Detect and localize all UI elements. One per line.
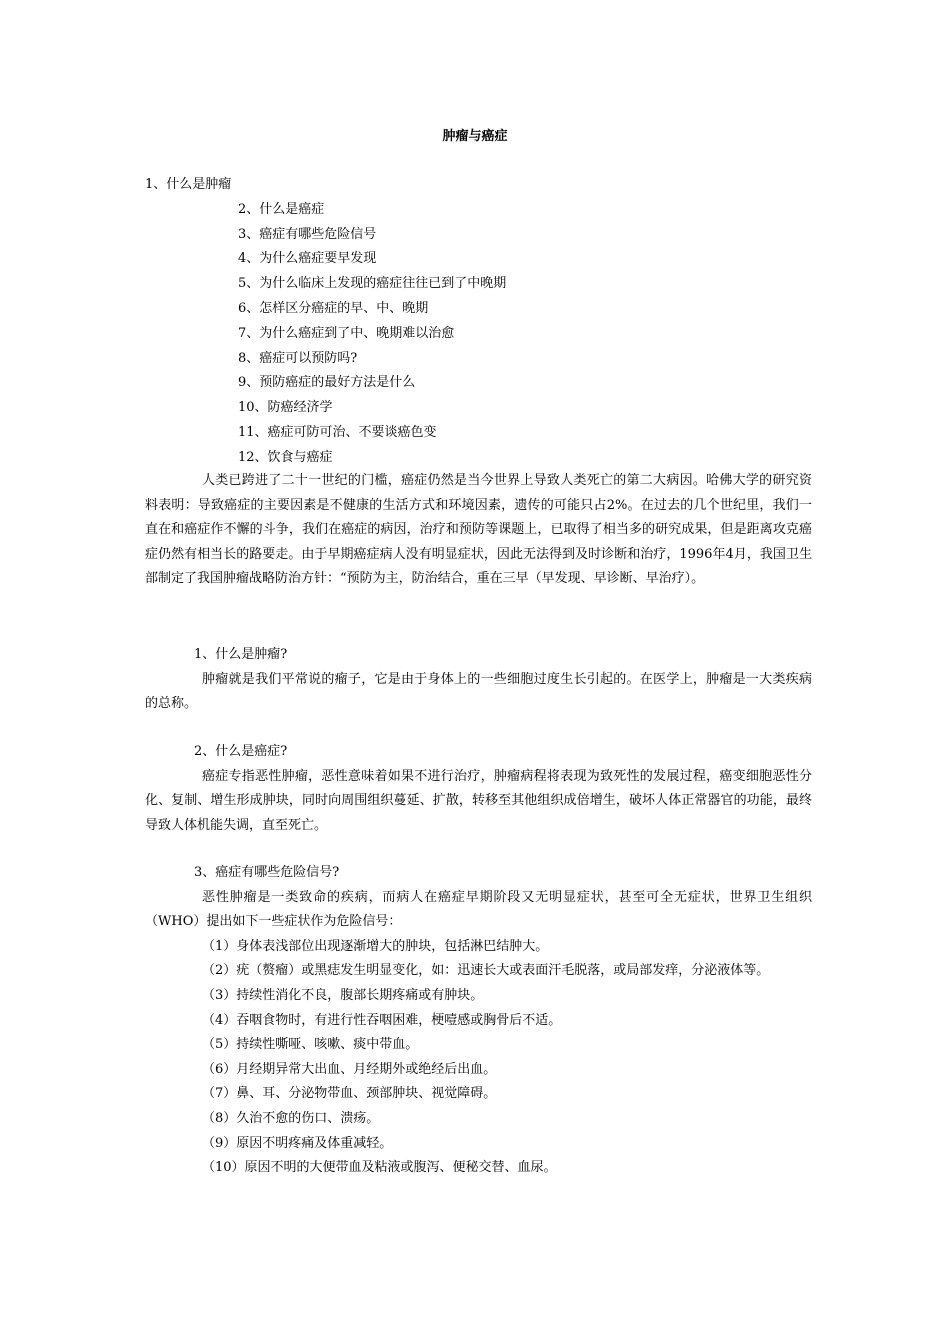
intro-paragraph: 人类已跨进了二十一世纪的门槛，癌症仍然是当今世界上导致人类死亡的第二大病因。哈佛大学的研究资料表明：导致癌症的主要因素是不健康的生活方式和环境因素，遗传的可能只占2%。在过去的几个世纪里，我们一直在和癌症作不懈的斗争，我们在癌症的病因，治疗和预防等课题上，已取得了相当多的研究成果，但是距离攻克癌症仍然有相当长的路要走。由于早期癌症病人没有明显症状，因此无法得到及时诊断和治疗，1996年4月，我国卫生部制定了我国肿瘤战略防治方针：“预防为主，防治结合，重在三早（早发现、早诊断、早治疗）。	[145, 473, 812, 587]
danger-signal-list	[145, 935, 812, 1181]
toc-item: 10、防癌经济学	[238, 400, 333, 416]
toc-item: 9、预防癌症的最好方法是什么	[238, 375, 416, 391]
toc-item: 7、为什么癌症到了中、晚期难以治愈	[238, 325, 455, 341]
list-item: （3）持续性消化不良，腹部长期疼痛或有肿块。	[202, 987, 484, 1003]
toc-item: 1、什么是肿瘤	[145, 177, 232, 192]
list-item: （4）吞咽食物时，有进行性吞咽困难，梗噎感或胸骨后不适。	[202, 1012, 562, 1028]
section-cancer	[145, 740, 812, 838]
document-title: 肿瘤与癌症	[442, 129, 508, 144]
list-item: （5）持续性嘶哑、咳嗽、痰中带血。	[202, 1037, 419, 1053]
intro-section	[145, 469, 812, 592]
list-item: （10）原因不明的大便带血及粘液或腹泻、便秘交替、血尿。	[202, 1160, 557, 1176]
list-item: （7）鼻、耳、分泌物带血、颈部肿块、视觉障碍。	[202, 1086, 497, 1102]
toc-item: 12、饮食与癌症	[238, 449, 333, 465]
section-paragraph: 恶性肿瘤是一类致命的疾病，而病人在癌症早期阶段又无明显症状，甚至可全无症状，世界卫生组织（WHO）提出如下一些症状作为危险信号：	[145, 889, 812, 930]
toc-item: 5、为什么临床上发现的癌症往往已到了中晚期	[238, 276, 507, 292]
toc-item: 6、怎样区分癌症的早、中、晚期	[238, 300, 429, 316]
section-danger-signals	[145, 861, 812, 1181]
list-item: （8）久治不愈的伤口、溃疡。	[202, 1110, 380, 1126]
toc-item: 4、为什么癌症要早发现	[238, 251, 377, 267]
section-heading: 2、什么是癌症?	[194, 744, 288, 759]
section-heading: 1、什么是肿瘤?	[194, 647, 288, 662]
list-item: （6）月经期异常大出血、月经期外或绝经后出血。	[202, 1061, 497, 1077]
section-paragraph: 癌症专指恶性肿瘤，恶性意味着如果不进行治疗，肿瘤病程将表现为致死性的发展过程，癌变细胞恶性分化、复制、增生形成肿块，同时向周围组织蔓延、扩散，转移至其他组织成倍增生，破坏人体正常器官的功能，最终导致人体机能失调，直至死亡。	[145, 768, 812, 833]
list-item: （9）原因不明疼痛及体重减轻。	[202, 1135, 393, 1151]
section-tumor	[145, 643, 812, 717]
list-item: （1）身体表浅部位出现逐渐增大的肿块，包括淋巴结肿大。	[202, 938, 549, 954]
table-of-contents	[145, 173, 825, 471]
toc-item: 3、癌症有哪些危险信号	[238, 226, 377, 242]
section-paragraph: 肿瘤就是我们平常说的瘤子，它是由于身体上的一些细胞过度生长引起的。在医学上，肿瘤是一大类疾病的总称。	[145, 671, 812, 712]
toc-item: 11、癌症可防可治、不要谈癌色变	[238, 424, 437, 440]
section-heading: 3、癌症有哪些危险信号?	[194, 865, 340, 880]
toc-item: 8、癌症可以预防吗?	[238, 350, 358, 366]
toc-item: 2、什么是癌症	[238, 201, 325, 217]
list-item: （2）疣（赘瘤）或黑痣发生明显变化，如：迅速长大或表面汗毛脱落，或局部发痒，分泌液体等。	[202, 963, 770, 979]
